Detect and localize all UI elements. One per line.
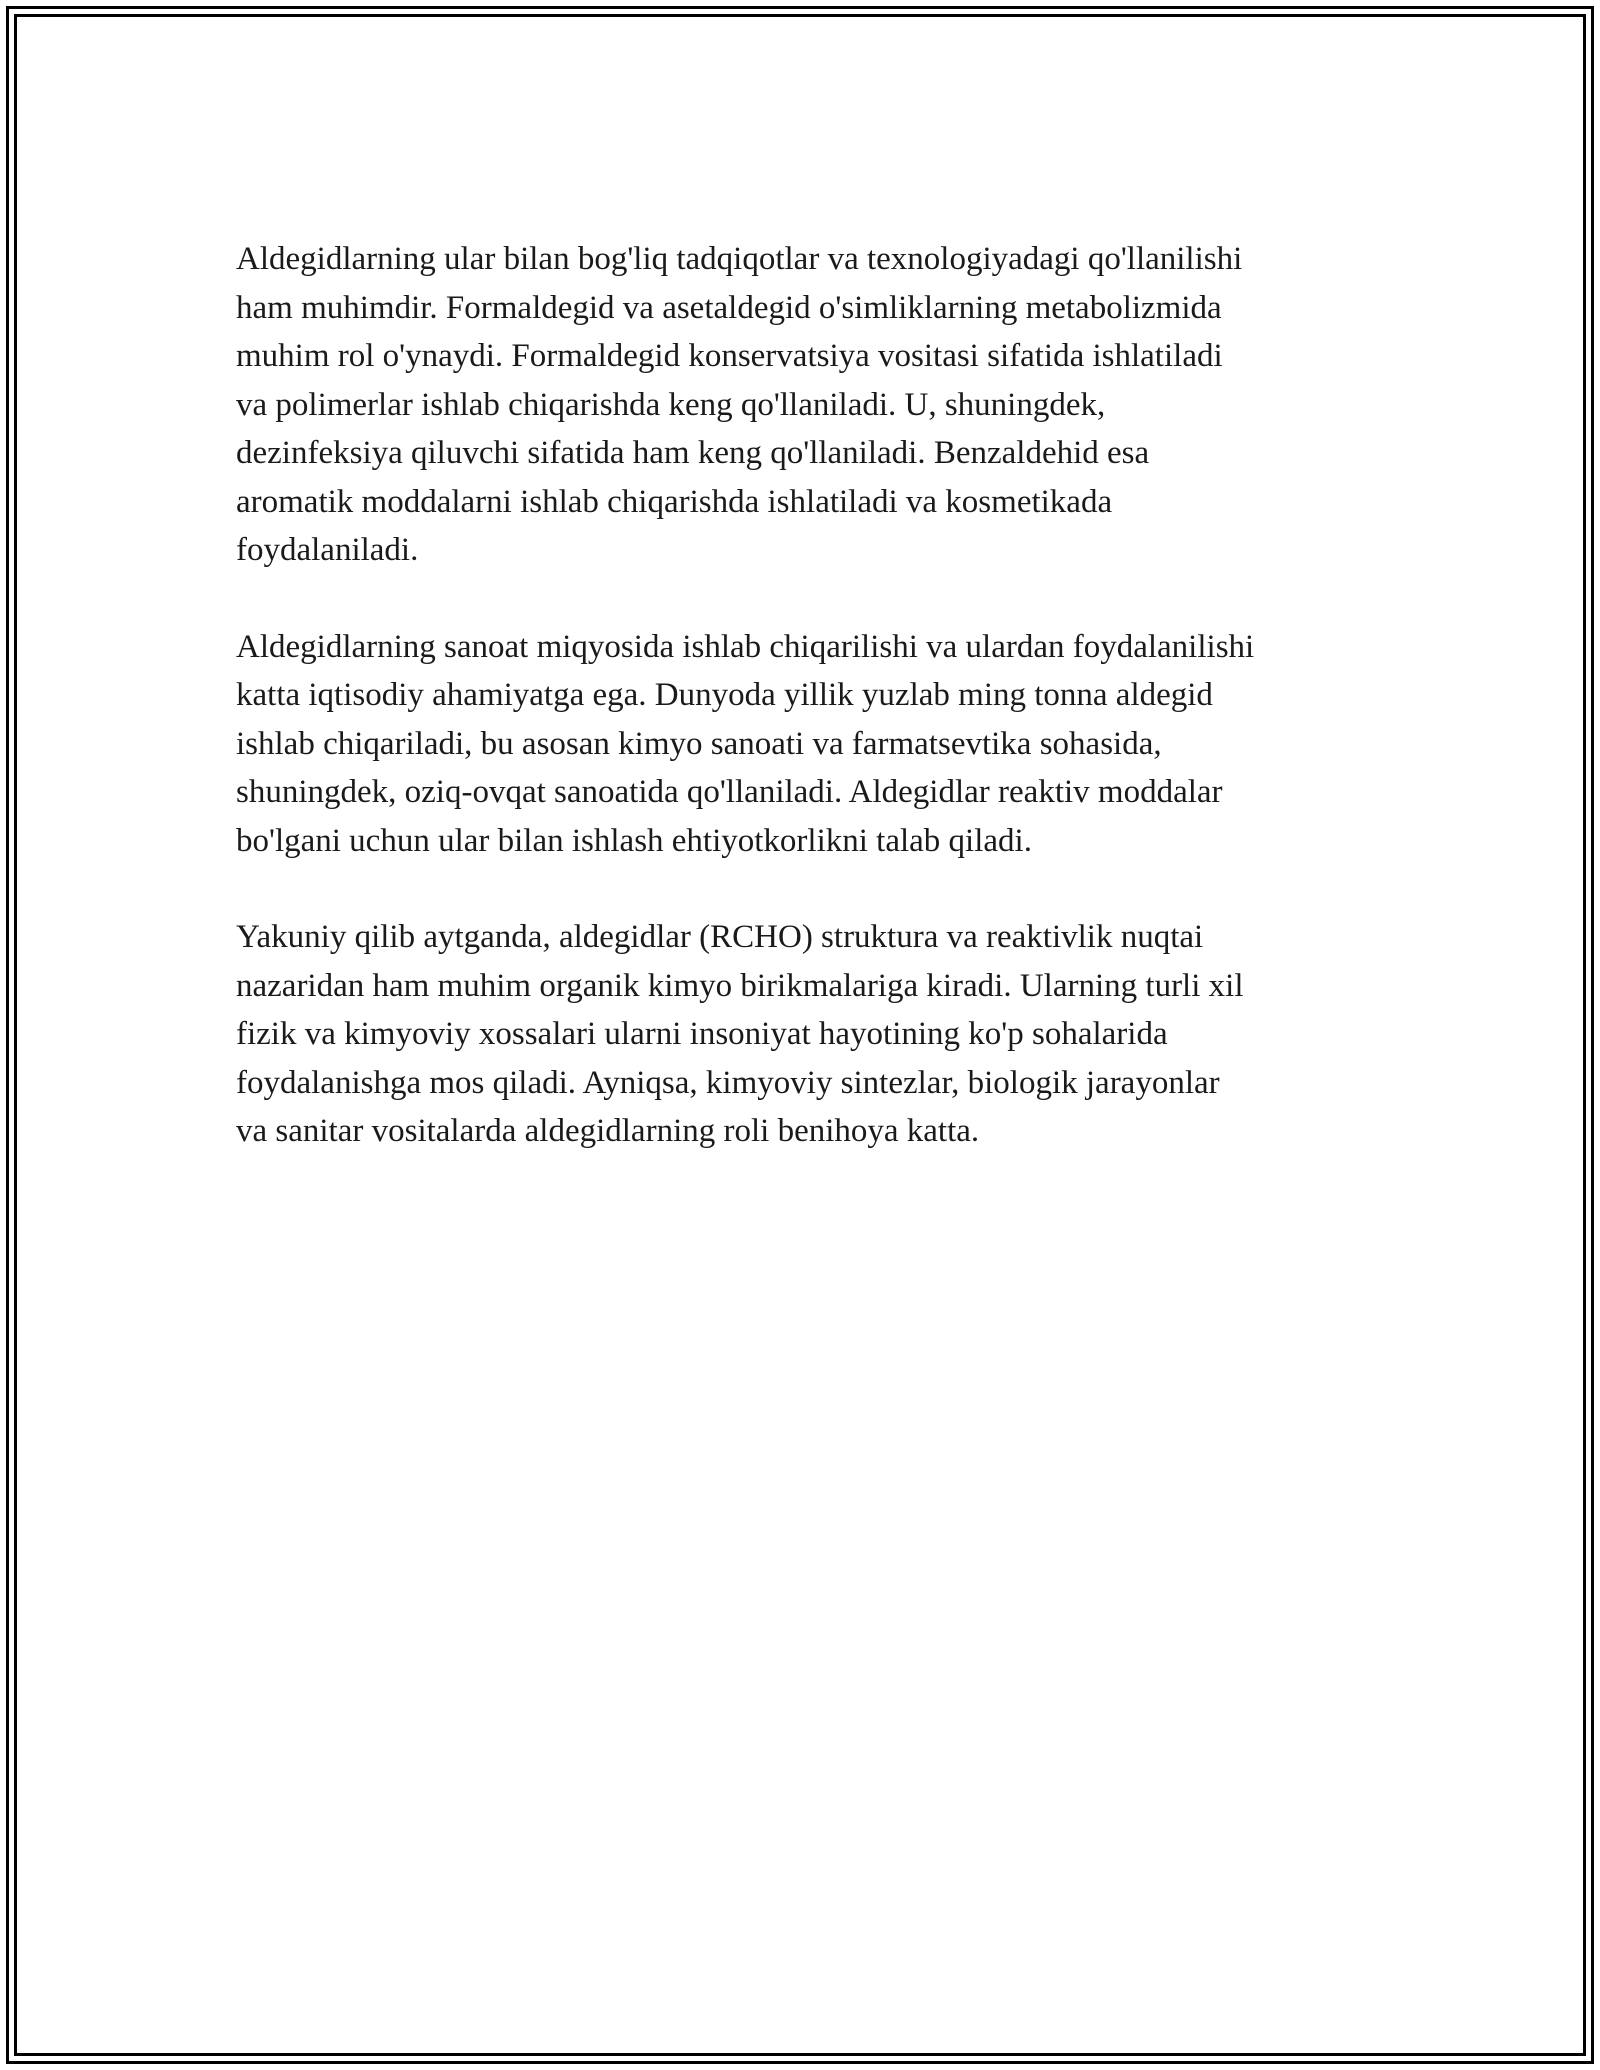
paragraph-conclusion: Yakuniy qilib aytganda, aldegidlar (RCHO) struktura va reaktivlik nuqtai nazaridan ham muhim organik kimyo birikmalariga kiradi. Ularning turli xil fizik va kimyoviy xossalari ularni insoniyat hayotining ko'p sohalarida foydalanishga mos qiladi. Ayniqsa, kimyoviy sintezlar, biologik jarayonlar va sanitar vositalarda aldegidlarning roli benihoya katta. (236, 919, 1244, 1149)
document-body (236, 235, 1386, 1204)
paragraph-applications: Aldegidlarning ular bilan bog'liq tadqiqotlar va texnologiyadagi qo'llanilishi ham muhimdir. Formaldegid va asetaldegid o'simliklarning metabolizmida muhim rol o'ynaydi. Formaldegid konservatsiya vositasi sifatida ishlatiladi va polimerlar ishlab chiqarishda keng qo'llaniladi. U, shuningdek, dezinfeksiya qiluvchi sifatida ham keng qo'llaniladi. Benzaldehid esa aromatik moddalarni ishlab chiqarishda ishlatiladi va kosmetikada foydalaniladi. (236, 241, 1243, 568)
paragraph-industry: Aldegidlarning sanoat miqyosida ishlab chiqarilishi va ulardan foydalanilishi katta iqtisodiy ahamiyatga ega. Dunyoda yillik yuzlab ming tonna aldegid ishlab chiqariladi, bu asosan kimyo sanoati va farmatsevtika sohasida, shuningdek, oziq-ovqat sanoatida qo'llaniladi. Aldegidlar reaktiv moddalar bo'lgani uchun ular bilan ishlash ehtiyotkorlikni talab qiladi. (236, 628, 1255, 859)
